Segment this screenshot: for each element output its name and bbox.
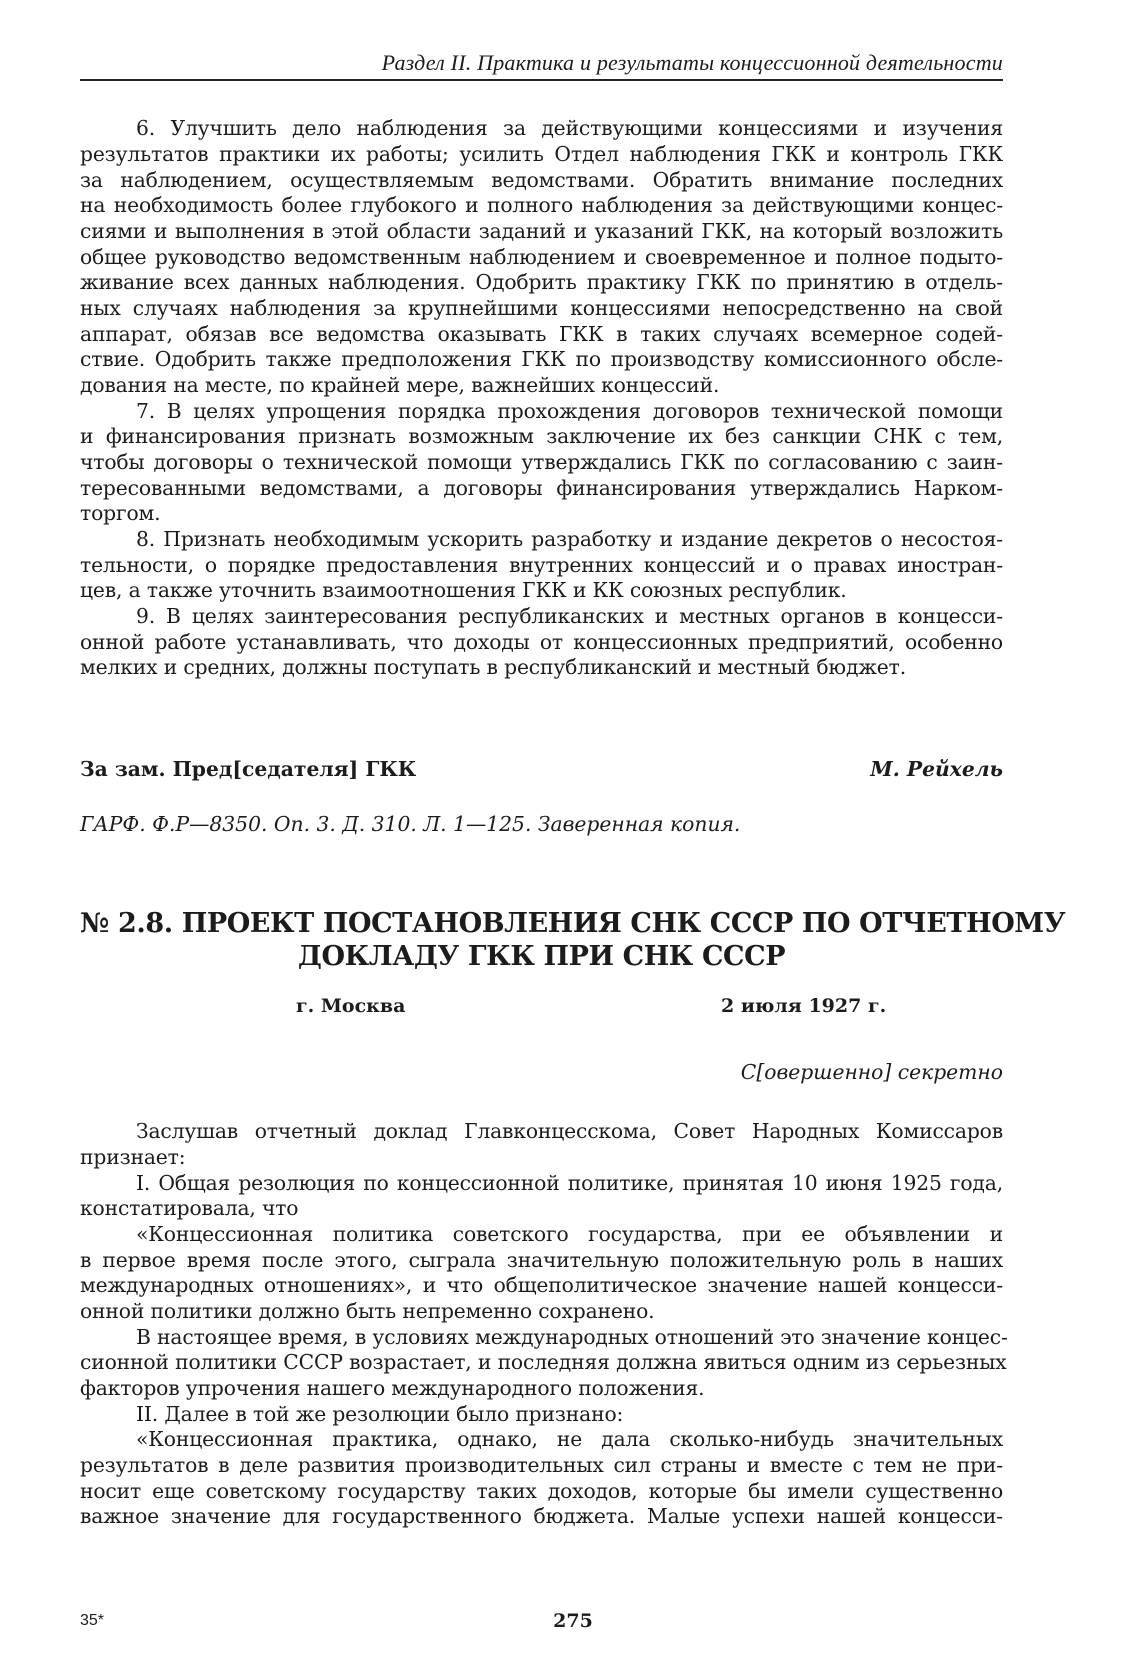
text-line: II. Далее в той же резолюции было признано: bbox=[136, 1402, 624, 1426]
text-line: носит еще советскому государству таких доходов, которые бы имели существенно bbox=[80, 1479, 1003, 1503]
page-number: 275 bbox=[553, 1610, 593, 1632]
text-line: «Концессионная практика, однако, не дала сколько-нибудь значительных bbox=[136, 1427, 1003, 1451]
header-rule bbox=[80, 79, 1003, 81]
text-line: на необходимость более глубокого и полного наблюдения за действующими концес- bbox=[80, 193, 1003, 217]
text-line: констатировала, что bbox=[80, 1196, 299, 1220]
archive-reference: ГАРФ. Ф.Р—8350. Оп. 3. Д. 310. Л. 1—125. Заверенная копия. bbox=[80, 812, 741, 836]
text-line: чтобы договоры о технической помощи утверждались ГКК по согласованию с заин- bbox=[80, 450, 1003, 474]
text-line: ствие. Одобрить также предположения ГКК по производству комиссионного обсле- bbox=[80, 347, 1003, 371]
text-line: общее руководство ведомственным наблюдением и своевременное и полное подыто- bbox=[80, 245, 1003, 269]
classification-mark: С[овершенно] секретно bbox=[740, 1060, 1003, 1084]
text-line: 9. В целях заинтересования республиканских и местных органов в концесси- bbox=[136, 604, 1003, 628]
text-line: 7. В целях упрощения порядка прохождения договоров технической помощи bbox=[136, 399, 1003, 423]
text-line: I. Общая резолюция по концессионной политике, принятая 10 июня 1925 года, bbox=[136, 1171, 1003, 1195]
document-title-line-1: № 2.8. ПРОЕКТ ПОСТАНОВЛЕНИЯ СНК СССР ПО ОТЧЕТНОМУ bbox=[80, 908, 1066, 939]
signature-position: За зам. Пред[седателя] ГКК bbox=[80, 757, 417, 781]
text-line: ных случаях наблюдения за крупнейшими концессиями непосредственно на свой bbox=[80, 296, 1003, 320]
text-line: Заслушав отчетный доклад Главконцесскома, Совет Народных Комиссаров bbox=[136, 1119, 1003, 1143]
text-line: дования на месте, по крайней мере, важнейших концессий. bbox=[80, 373, 720, 397]
printer-signature-mark: 35* bbox=[80, 1612, 105, 1629]
text-line: факторов упрочения нашего международного положения. bbox=[80, 1376, 705, 1400]
text-line: аппарат, обязав все ведомства оказывать ГКК в таких случаях всемерное содей- bbox=[80, 322, 1003, 346]
text-line: международных отношениях», и что общеполитическое значение нашей концесси- bbox=[80, 1273, 1003, 1297]
text-line: тересованными ведомствами, а договоры финансирования утверждались Нарком- bbox=[80, 476, 1003, 500]
signature-name: М. Рейхель bbox=[870, 757, 1003, 781]
text-line: 6. Улучшить дело наблюдения за действующими концессиями и изучения bbox=[136, 116, 1003, 140]
text-line: онной работе устанавливать, что доходы от концессионных предприятий, особенно bbox=[80, 630, 1003, 654]
text-line: 8. Признать необходимым ускорить разработку и издание декретов о несостоя- bbox=[136, 527, 1003, 551]
text-line: в первое время после этого, сыграла значительную положительную роль в наших bbox=[80, 1248, 1003, 1272]
document-title-line-2: ДОКЛАДУ ГКК ПРИ СНК СССР bbox=[297, 941, 786, 972]
text-line: живание всех данных наблюдения. Одобрить практику ГКК по принятию в отдель- bbox=[80, 270, 1003, 294]
document-place: г. Москва bbox=[296, 995, 406, 1017]
document-date: 2 июля 1927 г. bbox=[721, 995, 887, 1017]
running-header: Раздел II. Практика и результаты концессионной деятельности bbox=[381, 50, 1003, 75]
text-line: сиями и выполнения в этой области заданий и указаний ГКК, на который возложить bbox=[80, 219, 1003, 243]
text-line: цев, а также уточнить взаимоотношения ГКК и КК союзных республик. bbox=[80, 578, 847, 602]
text-line: онной политики должно быть непременно сохранено. bbox=[80, 1299, 655, 1323]
text-line: результатов практики их работы; усилить Отдел наблюдения ГКК и контроль ГКК bbox=[80, 142, 1003, 166]
text-line: мелких и средних, должны поступать в республиканский и местный бюджет. bbox=[80, 655, 907, 679]
text-line: сионной политики СССР возрастает, и последняя должна явиться одним из серьезных bbox=[80, 1350, 1007, 1374]
text-line: результатов в деле развития производительных сил страны и вместе с тем не при- bbox=[80, 1453, 1003, 1477]
text-line: важное значение для государственного бюджета. Малые успехи нашей концесси- bbox=[80, 1504, 1003, 1528]
text-line: «Концессионная политика советского государства, при ее объявлении и bbox=[136, 1222, 1003, 1246]
text-line: торгом. bbox=[80, 501, 161, 525]
text-line: тельности, о порядке предоставления внутренних концессий и о правах иностран- bbox=[80, 553, 1003, 577]
text-line: и финансирования признать возможным заключение их без санкции СНК с тем, bbox=[80, 424, 1003, 448]
text-line: В настоящее время, в условиях международных отношений это значение концес- bbox=[136, 1325, 1008, 1349]
text-line: признает: bbox=[80, 1145, 186, 1169]
text-line: за наблюдением, осуществляемым ведомствами. Обратить внимание последних bbox=[80, 168, 1003, 192]
